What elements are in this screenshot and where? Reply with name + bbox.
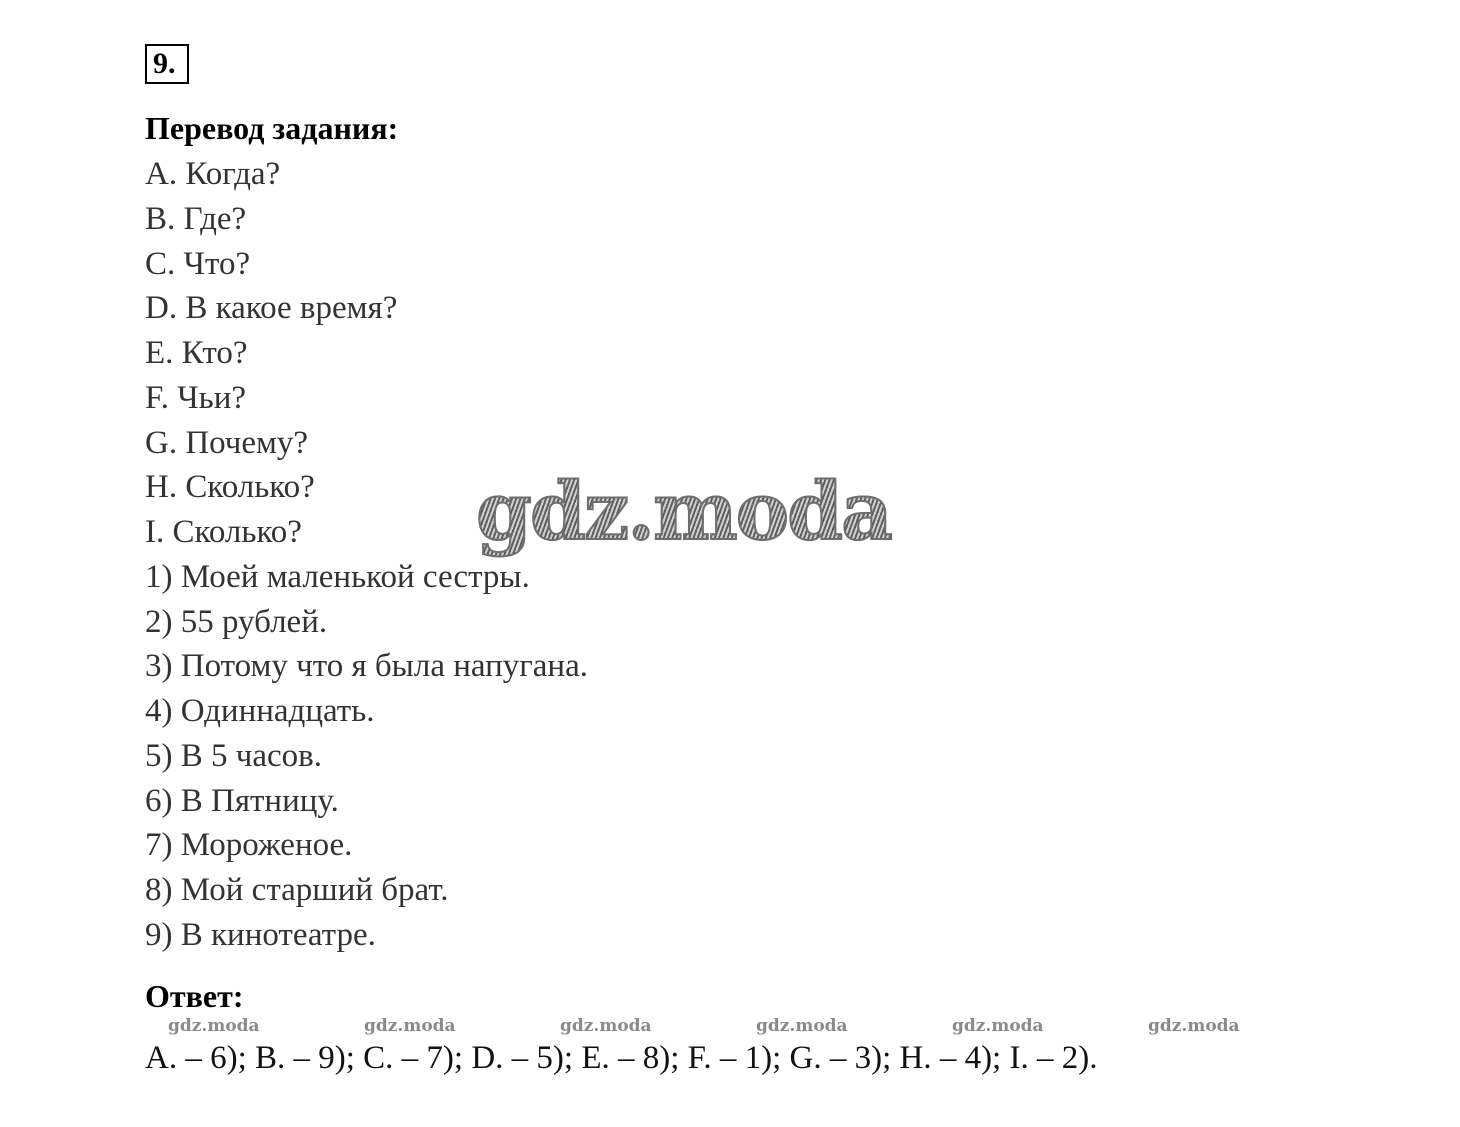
question-line-i: I. Сколько? [145, 514, 302, 550]
answer-option-8: 8) Мой старший брат. [145, 872, 449, 908]
question-line-a: A. Когда? [145, 156, 281, 192]
task-number: 9. [145, 44, 189, 84]
translation-heading: Перевод задания: [145, 110, 399, 146]
watermark-small: gdz.moda [168, 1016, 260, 1036]
question-line-f: F. Чьи? [145, 379, 247, 416]
watermark-small: gdz.moda [1148, 1016, 1240, 1036]
watermark-logo: gdz.moda [476, 464, 891, 558]
question-line-e: E. Кто? [145, 335, 248, 371]
watermark-small: gdz.moda [952, 1016, 1044, 1036]
answer-option-9: 9) В кинотеатре. [145, 916, 376, 953]
answer-option-1: 1) Моей маленькой сестры. [145, 558, 530, 595]
question-line-h: H. Сколько? [145, 469, 315, 506]
watermark-small: gdz.moda [756, 1016, 848, 1036]
answer-option-4: 4) Одиннадцать. [145, 693, 375, 729]
question-line-c: C. Что? [145, 245, 251, 282]
answer-line: A. – 6); B. – 9); C. – 7); D. – 5); E. – 8); F. – 1); G. – 3); H. – 4); I. – 2). [145, 1040, 1098, 1076]
answer-option-3: 3) Потому что я была напугана. [145, 648, 588, 685]
question-line-d: D. В какое время? [145, 290, 398, 327]
answer-option-6: 6) В Пятницу. [145, 782, 339, 819]
answer-heading: Ответ: [145, 978, 244, 1014]
watermark-small: gdz.moda [364, 1016, 456, 1036]
question-line-b: B. Где? [145, 200, 247, 237]
answer-option-2: 2) 55 рублей. [145, 603, 328, 640]
answer-option-5: 5) В 5 часов. [145, 737, 322, 774]
watermark-small: gdz.moda [560, 1016, 652, 1036]
question-line-g: G. Почему? [145, 424, 309, 461]
answer-option-7: 7) Мороженое. [145, 827, 353, 864]
